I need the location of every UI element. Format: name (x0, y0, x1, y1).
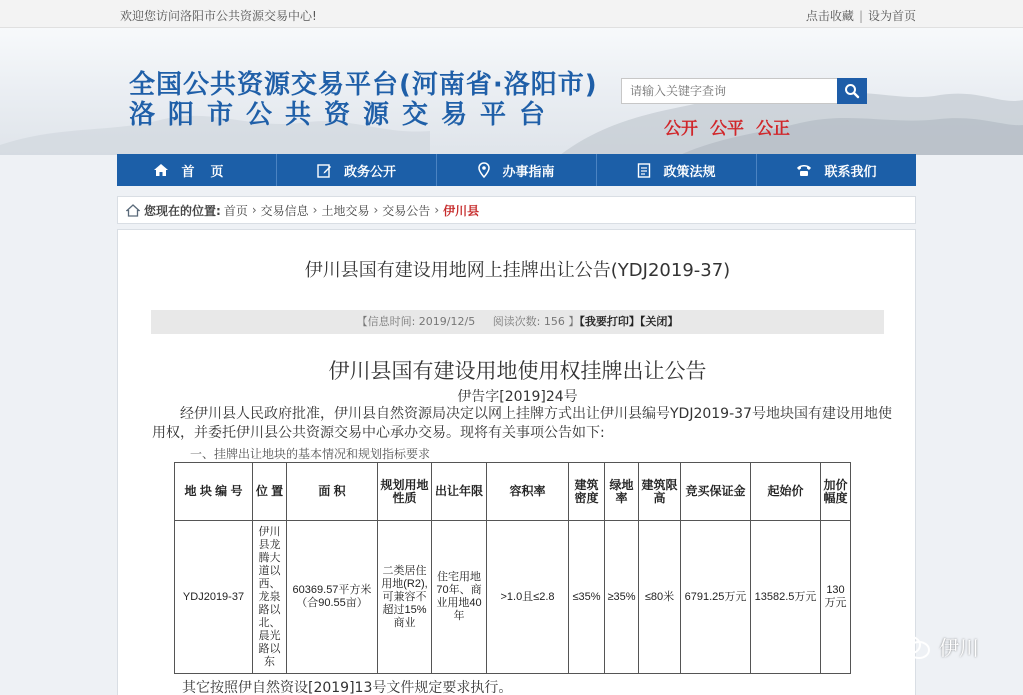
intro-paragraph: 经伊川县人民政府批准，伊川县自然资源局决定以网上挂牌方式出让伊川县编号YDJ2019-37号地块国有建设用地使用权，并委托伊川县公共资源交易中心承办交易。现将有关事项公告如下: (152, 406, 892, 441)
col-header-increment: 加价幅度 (821, 463, 851, 521)
article-title: 伊川县国有建设用地网上挂牌出让公告(YDJ2019-37) (304, 260, 731, 281)
slogan-open: 公开 (664, 119, 698, 139)
land-parcel-table (174, 462, 851, 674)
col-header-green-ratio: 绿地率 (605, 463, 639, 521)
breadcrumb-home[interactable]: 首页 (223, 203, 248, 218)
nav-label-home: 首页 (181, 164, 240, 180)
site-header (0, 28, 1023, 155)
cell-green-ratio: ≥35% (605, 521, 639, 674)
cell-deposit: 6791.25万元 (681, 521, 751, 674)
chevron-right-icon: › (434, 203, 440, 217)
views-label: 阅读次数: (492, 315, 541, 328)
chevron-right-icon: › (312, 203, 318, 217)
breadcrumb (117, 196, 916, 224)
info-time-label: 【信息时间: (356, 315, 416, 328)
close-link[interactable]: 【关闭】 (639, 315, 679, 328)
footer-note: 其它按照伊自然资设[2019]13号文件规定要求执行。 (182, 680, 513, 695)
nav-item-home[interactable] (117, 154, 277, 186)
nav-label-policy: 政策法规 (663, 164, 716, 180)
search-button[interactable] (837, 78, 867, 104)
nav-label-gov-affairs: 政务公开 (343, 164, 396, 180)
watermark-label: 伊川 (939, 636, 979, 660)
document-title: 伊川县国有建设用地使用权挂牌出让公告 (328, 359, 707, 383)
location-pin-icon (478, 162, 490, 178)
article-panel (117, 229, 916, 695)
cell-parcel-no: YDJ2019-37 (175, 521, 253, 674)
wechat-icon (893, 633, 933, 661)
main-nav (117, 154, 916, 186)
cell-term: 住宅用地70年、商业用地40年 (432, 521, 487, 674)
col-header-parcel-no: 地 块 编 号 (175, 463, 253, 521)
table-row (175, 521, 851, 674)
breadcrumb-land-trade[interactable]: 土地交易 (321, 203, 370, 218)
breadcrumb-announcement[interactable]: 交易公告 (382, 203, 431, 218)
views-count: 156 (543, 315, 565, 328)
col-header-plot-ratio: 容积率 (487, 463, 569, 521)
nav-item-contact[interactable] (757, 154, 916, 186)
nav-label-guide: 办事指南 (502, 164, 555, 180)
platform-title-line2: 洛阳市公共资源交易平台 (129, 100, 559, 130)
breadcrumb-current[interactable]: 伊川县 (443, 203, 480, 218)
cell-building-density: ≤35% (569, 521, 605, 674)
top-bar (0, 0, 1023, 28)
edit-icon (317, 163, 332, 178)
col-header-land-use: 规划用地性质 (378, 463, 432, 521)
cell-land-use: 二类居住用地(R2),可兼容不超过15%商业 (378, 521, 432, 674)
welcome-text: 欢迎您访问洛阳市公共资源交易中心! (120, 9, 317, 23)
wechat-watermark (893, 632, 979, 661)
slogan (664, 114, 802, 139)
slogan-just: 公正 (756, 119, 790, 139)
search-icon (844, 83, 860, 99)
search-input[interactable] (621, 78, 837, 104)
chevron-right-icon: › (251, 203, 257, 217)
document-icon (637, 163, 651, 178)
chevron-right-icon: › (373, 203, 379, 217)
top-links (806, 7, 916, 24)
print-link[interactable]: 【我要打印】 (579, 315, 640, 328)
cell-plot-ratio: >1.0且≤2.8 (487, 521, 569, 674)
breadcrumb-trade-info[interactable]: 交易信息 (260, 203, 309, 218)
nav-item-gov-affairs[interactable] (277, 154, 437, 186)
info-close-bracket: 】 (568, 315, 580, 328)
col-header-area: 面 积 (287, 463, 378, 521)
phone-icon (796, 163, 812, 177)
cell-height-limit: ≤80米 (639, 521, 681, 674)
home-icon (153, 163, 169, 177)
breadcrumb-prefix: 您现在的位置: (144, 203, 221, 218)
cell-area: 60369.57平方米（合90.55亩） (287, 521, 378, 674)
bookmark-link[interactable]: 点击收藏 (805, 9, 854, 23)
platform-title-line1: 全国公共资源交易平台(河南省·洛阳市) (129, 70, 598, 100)
cell-start-price: 13582.5万元 (751, 521, 821, 674)
table-header-row (175, 463, 851, 521)
document-number: 伊告字[2019]24号 (457, 389, 578, 405)
home-outline-icon (126, 204, 140, 217)
col-header-term: 出让年限 (432, 463, 487, 521)
article-info-bar (151, 310, 884, 334)
info-time-value: 2019/12/5 (418, 315, 476, 328)
cell-location: 伊川县龙腾大道以西、龙泉路以北、晨光路以东 (253, 521, 287, 674)
search-box (621, 78, 867, 104)
set-homepage-link[interactable]: 设为首页 (867, 9, 916, 23)
cell-increment: 130万元 (821, 521, 851, 674)
nav-label-contact: 联系我们 (824, 164, 877, 180)
link-separator: | (858, 9, 863, 23)
section-heading: 一、挂牌出让地块的基本情况和规划指标要求 (190, 447, 431, 461)
col-header-building-density: 建筑密度 (569, 463, 605, 521)
nav-item-policy[interactable] (597, 154, 757, 186)
col-header-location: 位 置 (253, 463, 287, 521)
col-header-height-limit: 建筑限高 (639, 463, 681, 521)
slogan-fair: 公平 (710, 119, 744, 139)
col-header-deposit: 竞买保证金 (681, 463, 751, 521)
nav-item-guide[interactable] (437, 154, 597, 186)
col-header-start-price: 起始价 (751, 463, 821, 521)
